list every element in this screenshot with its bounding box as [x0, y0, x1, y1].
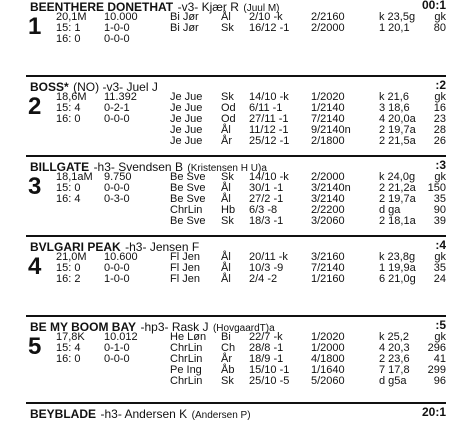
horse-entry	[26, 315, 446, 395]
race-cell: 3 18,6	[379, 102, 410, 114]
start-number: 5	[28, 333, 42, 360]
race-cell: 1/2160	[311, 273, 345, 285]
race-cell: Je Jue	[170, 124, 203, 136]
horse-header	[30, 405, 446, 421]
race-cell: gk	[434, 11, 446, 23]
stat-value: 0-0-0	[104, 262, 130, 274]
horse-entry	[26, 402, 446, 432]
race-cell: 41	[433, 353, 446, 365]
race-cell: 25/10 -5	[249, 375, 290, 387]
race-cell: d ga	[379, 204, 401, 216]
stat-key: 15: 4	[56, 342, 81, 354]
race-cell: Be Sve	[170, 215, 206, 227]
race-cell: 7/2140	[311, 113, 345, 125]
stat-value: 0-0-0	[104, 182, 130, 194]
race-cell: 90	[433, 204, 446, 216]
horse-extra: (HovgaardT)a	[212, 323, 275, 334]
race-cell: Ål	[221, 262, 231, 274]
horse-odds: 00:1	[421, 0, 446, 12]
race-cell: 1/2000	[311, 342, 345, 354]
stat-key: 15: 0	[56, 182, 81, 194]
entry-divider	[26, 235, 446, 237]
stat-key: 16: 0	[56, 353, 81, 365]
race-cell: 4 20,3	[379, 342, 410, 354]
race-cell: 1/2140	[311, 102, 345, 114]
race-cell: Fl Jen	[170, 262, 200, 274]
race-cell: Ch	[221, 342, 236, 354]
race-cell: 2 23,6	[379, 353, 410, 365]
race-cell: k 23,8g	[379, 251, 416, 263]
race-cell: gk	[434, 331, 446, 343]
race-cell: Hb	[221, 204, 236, 216]
race-cell: 3/2160	[311, 251, 345, 263]
race-cell: 3/2060	[311, 215, 345, 227]
entry-divider	[26, 155, 446, 157]
race-cell: Bi	[221, 331, 231, 343]
stat-value: 9.750	[104, 171, 132, 183]
race-cell: Bi Jør	[170, 11, 199, 23]
race-cell: ChrLin	[170, 375, 203, 387]
horse-extra: (Juul M)	[243, 3, 280, 14]
race-cell: 26	[433, 135, 446, 147]
race-cell: 2/1800	[311, 135, 345, 147]
stat-value: 0-2-1	[104, 102, 130, 114]
race-cell: Od	[221, 113, 236, 125]
horse-name: BE MY BOOM BAY	[30, 320, 137, 334]
race-cell: Sk	[221, 91, 234, 103]
race-cell: 35	[433, 262, 446, 274]
stat-value: 1-0-0	[104, 22, 130, 34]
race-cell: 20/11 -k	[249, 251, 288, 263]
race-cell: Ål	[221, 11, 231, 23]
race-cell: 14/10 -k	[249, 91, 289, 103]
horse-name: BEENTHERE DONETHAT	[30, 0, 174, 14]
race-cell: Sk	[221, 215, 234, 227]
horse-odds: 20:1	[421, 405, 446, 419]
race-cell: 2/10 -k	[249, 11, 283, 23]
race-cell: Åb	[221, 364, 235, 376]
race-cell: gk	[434, 171, 446, 183]
race-cell: 9/2140n	[311, 124, 351, 136]
race-cell: 2 21,2a	[379, 182, 416, 194]
race-cell: 4/1800	[311, 353, 345, 365]
race-cell: Je Jue	[170, 113, 203, 125]
race-cell: 30/1 -1	[249, 182, 284, 194]
race-cell: Ål	[221, 273, 231, 285]
race-cell: ChrLin	[170, 353, 203, 365]
stat-key: 18,1aM	[56, 171, 93, 183]
horse-name: BEYBLADE	[30, 407, 97, 421]
stat-key: 21,0M	[56, 251, 87, 263]
race-cell: 3/2140	[311, 193, 345, 205]
horse-info: -h3- Svendsen B	[93, 160, 183, 174]
race-cell: 2/2000	[311, 22, 345, 34]
horse-odds: :3	[435, 158, 446, 172]
race-cell: ChrLin	[170, 342, 203, 354]
stat-value: 0-1-0	[104, 342, 130, 354]
stat-key: 16: 2	[56, 273, 81, 285]
horse-info: -hp3- Rask J	[140, 320, 209, 334]
race-cell: 14/10 -k	[249, 171, 289, 183]
stat-value: 10.600	[104, 251, 138, 263]
race-cell: Sk	[221, 22, 234, 34]
horse-extra: (Kristensen H U)a	[187, 163, 267, 174]
race-cell: k 21,6	[379, 91, 409, 103]
horse-name: BILLGATE	[30, 160, 90, 174]
horse-name: BOSS*	[30, 80, 69, 94]
race-line	[26, 216, 446, 227]
race-cell: År	[221, 353, 232, 365]
race-cell: k 24,0g	[379, 171, 416, 183]
race-cell: 35	[433, 193, 446, 205]
race-cell: 2/2200	[311, 204, 345, 216]
stat-key: 18,6M	[56, 91, 87, 103]
stat-value: 0-3-0	[104, 193, 130, 205]
horse-info: -h3- Jensen F	[125, 240, 200, 254]
race-cell: 22/7 -k	[249, 331, 283, 343]
stat-key: 17,8K	[56, 331, 85, 343]
race-cell: 2 19,7a	[379, 124, 416, 136]
race-cell: 5/2060	[311, 375, 345, 387]
race-cell: Je Jue	[170, 102, 203, 114]
race-cell: 39	[433, 215, 446, 227]
race-cell: 2 21,5a	[379, 135, 416, 147]
horse-info: -h3- Andersen K	[100, 407, 188, 421]
race-cell: 16/12 -1	[249, 22, 290, 34]
race-cell: 1/2020	[311, 331, 345, 343]
race-cell: He Løn	[170, 331, 207, 343]
race-cell: 1/2020	[311, 91, 345, 103]
race-line	[26, 274, 446, 285]
horse-name: BVLGARI PEAK	[30, 240, 121, 254]
stat-value: 0-0-0	[104, 113, 130, 125]
race-cell: Sk	[221, 171, 234, 183]
race-cell: 6 21,0g	[379, 273, 416, 285]
stat-value: 0-0-0	[104, 33, 130, 45]
race-cell: 299	[427, 364, 446, 376]
race-cell: 16	[433, 102, 446, 114]
horse-entry	[26, 75, 446, 155]
race-cell: 1 19,9a	[379, 262, 416, 274]
stat-value: 10.012	[104, 331, 138, 343]
race-cell: Bi Jør	[170, 22, 199, 34]
start-number: 4	[28, 253, 42, 280]
race-cell: Ål	[221, 182, 231, 194]
race-cell: Ål	[221, 193, 231, 205]
race-cell: 7/2140	[311, 262, 345, 274]
race-cell: gk	[434, 91, 446, 103]
race-cell: 1/1640	[311, 364, 345, 376]
race-cell: Ål	[221, 124, 231, 136]
entry-divider	[26, 315, 446, 317]
race-cell: 80	[433, 22, 446, 34]
stat-key: 16: 4	[56, 193, 81, 205]
horse-odds: :4	[435, 238, 446, 252]
race-cell: 2/2000	[311, 171, 345, 183]
horse-header	[30, 238, 446, 254]
race-cell: Ål	[221, 251, 231, 263]
race-cell: Be Sve	[170, 182, 206, 194]
race-cell: 150	[427, 182, 446, 194]
race-cell: 27/2 -1	[249, 193, 284, 205]
race-cell: 11/12 -1	[249, 124, 289, 136]
race-cell: 28/8 -1	[249, 342, 284, 354]
horse-header	[30, 318, 446, 334]
race-cell: 2 18,1a	[379, 215, 416, 227]
stat-key: 16: 0	[56, 33, 81, 45]
horse-entry	[26, 0, 446, 75]
race-cell: 6/3 -8	[249, 204, 278, 216]
race-cell: 25/12 -1	[249, 135, 290, 147]
race-cell: 10/3 -9	[249, 262, 284, 274]
start-number: 2	[28, 93, 42, 120]
race-cell: Be Sve	[170, 171, 206, 183]
horse-info: (NO) -v3- Juel J	[73, 80, 158, 94]
race-cell: 15/10 -1	[249, 364, 290, 376]
race-cell: 7 17,8	[379, 364, 410, 376]
race-cell: 3/2140n	[311, 182, 351, 194]
race-cell: 6/11 -1	[249, 102, 283, 114]
stat-key: 16: 0	[56, 113, 81, 125]
race-cell: gk	[434, 251, 446, 263]
horse-odds: :2	[435, 78, 446, 92]
race-cell: ChrLin	[170, 204, 203, 216]
race-cell: Pe Ing	[170, 364, 202, 376]
horse-header	[30, 158, 446, 174]
race-cell: 24	[433, 273, 446, 285]
horse-odds: :5	[435, 318, 446, 332]
race-line	[26, 376, 446, 387]
race-cell: 296	[427, 342, 446, 354]
stat-value: 0-0-0	[104, 353, 130, 365]
race-cell: d g5a	[379, 375, 407, 387]
race-cell: 18/3 -1	[249, 215, 284, 227]
race-cell: 96	[433, 375, 446, 387]
start-number: 3	[28, 173, 42, 200]
horse-extra: (Andersen P)	[191, 410, 251, 421]
race-line	[26, 136, 446, 147]
stat-key: 20,1M	[56, 11, 87, 23]
race-cell: År	[221, 135, 232, 147]
stat-key: 15: 4	[56, 102, 81, 114]
horse-header	[30, 78, 446, 94]
stat-key: 15: 0	[56, 262, 81, 274]
stat-value: 11.392	[104, 91, 137, 103]
race-cell: Fl Jen	[170, 251, 200, 263]
race-cell: k 23,5g	[379, 11, 416, 23]
race-line	[26, 23, 446, 34]
race-cell: Sk	[221, 375, 234, 387]
race-cell: 27/11 -1	[249, 113, 289, 125]
race-cell: Fl Jen	[170, 273, 200, 285]
horse-entry	[26, 235, 446, 315]
race-cell: Be Sve	[170, 193, 206, 205]
race-cell: k 25,2	[379, 331, 409, 343]
race-cell: Od	[221, 102, 236, 114]
race-cell: 28	[433, 124, 446, 136]
stat-value: 1-0-0	[104, 273, 130, 285]
race-cell: Je Jue	[170, 135, 203, 147]
race-cell: 18/9 -1	[249, 353, 284, 365]
race-cell: 23	[433, 113, 446, 125]
horse-header	[30, 0, 446, 14]
horse-info: -v3- Kjær R	[177, 0, 239, 14]
start-number: 1	[28, 13, 42, 40]
race-cell: 2/2160	[311, 11, 345, 23]
race-cell: 2 19,7a	[379, 193, 416, 205]
stat-key: 15: 1	[56, 22, 81, 34]
race-cell: 2/4 -2	[249, 273, 278, 285]
race-cell: 1 20,1	[379, 22, 410, 34]
entry-divider	[26, 75, 446, 77]
race-cell: Je Jue	[170, 91, 203, 103]
stat-value: 10.000	[104, 11, 138, 23]
horse-entry	[26, 155, 446, 235]
race-cell: 4 20,0a	[379, 113, 416, 125]
entry-divider	[26, 402, 446, 404]
